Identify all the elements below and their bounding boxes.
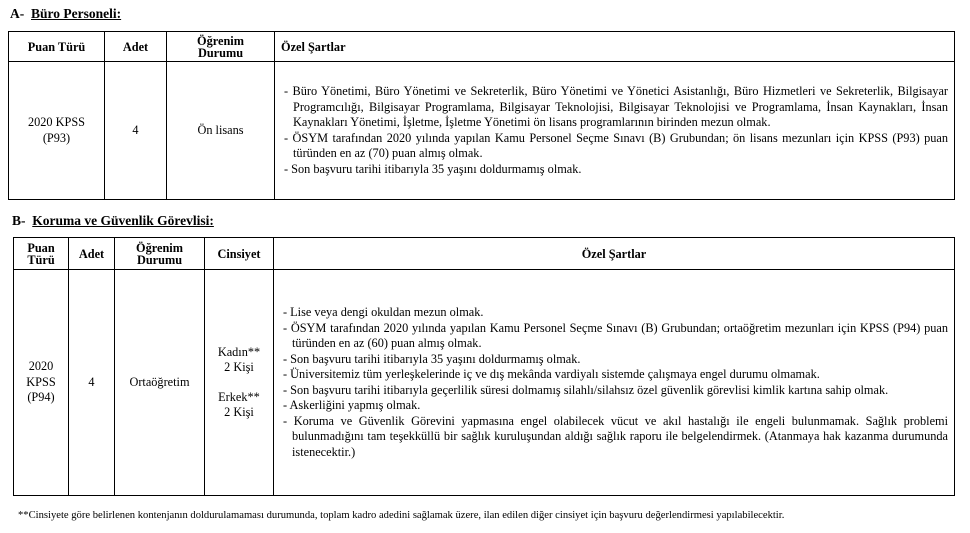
cell-gender (205, 270, 274, 496)
section-a-title: Büro Personeli: (31, 6, 122, 21)
list-item: - Son başvuru tarihi itibarıyla 35 yaşını doldurmamış olmak. (284, 162, 948, 178)
cell-score-type (14, 270, 69, 496)
score-type-line1: 2020 KPSS (27, 115, 86, 129)
requirements-list (274, 305, 954, 460)
section-b-heading (12, 213, 214, 229)
header-special-conditions: Özel Şartlar (274, 238, 955, 270)
cell-special-conditions (274, 270, 955, 496)
gender-male-label: Erkek** (218, 389, 260, 404)
header-education (115, 238, 205, 270)
list-item: - ÖSYM tarafından 2020 yılında yapılan Kamu Personel Seçme Sınavı (B) Grubundan; ortaöğretim mezunları için KPSS (P94) puan türünden en az (60) puan almış olmak. (283, 321, 948, 352)
header-count: Adet (69, 238, 115, 270)
score-type-line2: (P93) (42, 130, 71, 145)
cell-education: Ön lisans (167, 62, 275, 200)
list-item: - Büro Yönetimi, Büro Yönetimi ve Sekreterlik, Büro Yönetimi ve Yönetici Asistanlığı, Büro Hizmetleri ve Sekreterlik, Bilgisayar Programcılığı, Bilgisayar Programlama, Bilgisayar Teknolojisi, Bilgisayar Teknolojisi ve Programlama, İnsan Kaynakları, İnsan Kaynakları Yönetimi, İşletme, İşletme Yönetimi ön lisans programlarının birinden mezun olmak. (284, 84, 948, 131)
score-type-line2: KPSS (26, 374, 56, 389)
section-b-letter: B- (12, 213, 26, 228)
header-education-line1: Öğrenim (197, 33, 244, 48)
gender-male-count: 2 Kişi (224, 405, 254, 419)
header-education-line2: Durumu (136, 252, 183, 267)
cell-count: 4 (69, 270, 115, 496)
table-header-row (14, 238, 955, 270)
score-type-line3: (P94) (27, 390, 55, 405)
header-special-conditions: Özel Şartlar (275, 32, 955, 62)
list-item: - Askerliğini yapmış olmak. (283, 398, 948, 414)
section-a-letter: A- (10, 6, 25, 21)
header-score-type: Puan Türü (9, 32, 105, 62)
list-item: - Son başvuru tarihi itibarıyla 35 yaşını doldurmamış olmak. (283, 352, 948, 368)
list-item: - Koruma ve Güvenlik Görevini yapmasına engel olabilecek vücut ve akıl hastalığı ile engeli bulunmamak. Sağlık problemi bulunmadığını tam teşekküllü bir sağlık kuruluşundan aldığı sağlık raporu ile belgelendirmek. (Atanmaya hak kazanma durumunda istenecektir.) (283, 414, 948, 461)
gender-female-count: 2 Kişi (224, 360, 254, 374)
score-type-line1: 2020 (28, 359, 54, 374)
header-gender: Cinsiyet (205, 238, 274, 270)
section-b-table (13, 237, 955, 496)
list-item: - Üniversitemiz tüm yerleşkelerinde iç ve dış mekânda vardiyalı sistemde çalışmaya engel durumu olmamak. (283, 367, 948, 383)
header-count: Adet (105, 32, 167, 62)
list-item: - Son başvuru tarihi itibarıyla geçerlilik süresi dolmamış silahlı/silahsız özel güvenlik görevlisi kimlik kartına sahip olmak. (283, 383, 948, 399)
header-score-type-line2: Türü (27, 252, 55, 267)
section-a-heading (10, 6, 121, 22)
table-row (9, 62, 955, 200)
cell-special-conditions (275, 62, 955, 200)
header-education (167, 32, 275, 62)
cell-count: 4 (105, 62, 167, 200)
section-b-title: Koruma ve Güvenlik Görevlisi: (32, 213, 214, 228)
footnote: **Cinsiyete göre belirlenen kontenjanın doldurulamaması durumunda, toplam kadro adedini sağlamak üzere, ilan edilen diğer cinsiyet için başvuru değerlendirmesi yapılabilecektir. (18, 510, 785, 521)
section-a-table (8, 31, 955, 200)
table-header-row (9, 32, 955, 62)
header-score-type-line1: Puan (27, 240, 55, 255)
gender-female-label: Kadın** (217, 344, 261, 359)
table-row (14, 270, 955, 496)
header-education-line1: Öğrenim (136, 240, 183, 255)
list-item: - Lise veya dengi okuldan mezun olmak. (283, 305, 948, 321)
requirements-list (275, 84, 954, 177)
cell-score-type (9, 62, 105, 200)
header-score-type (14, 238, 69, 270)
header-education-line2: Durumu (197, 45, 244, 60)
list-item: - ÖSYM tarafından 2020 yılında yapılan Kamu Personel Seçme Sınavı (B) Grubundan; ön lisans mezunları için KPSS (P93) puan türünden en az (70) puan almış olmak. (284, 131, 948, 162)
cell-education: Ortaöğretim (115, 270, 205, 496)
